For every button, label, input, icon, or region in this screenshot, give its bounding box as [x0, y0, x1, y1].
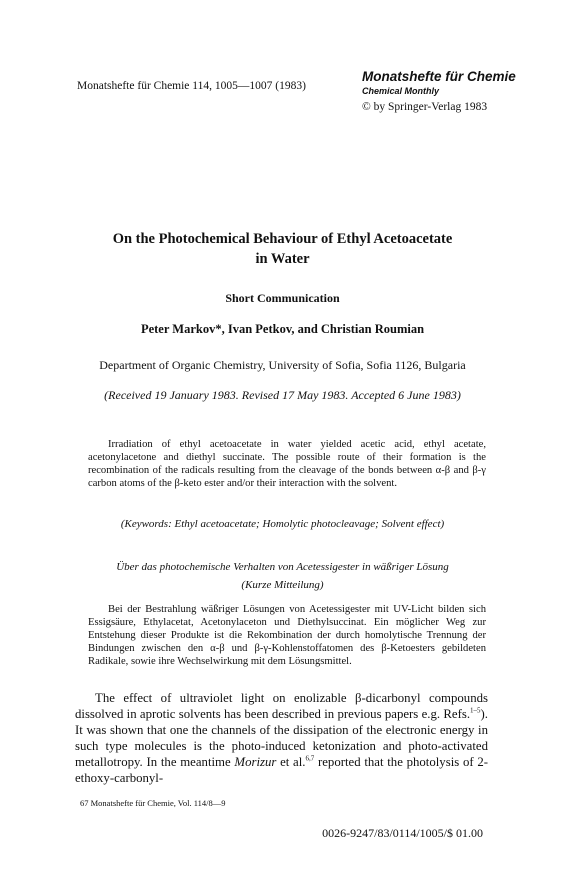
authors: Peter Markov*, Ivan Petkov, and Christian Roumian — [140, 322, 425, 336]
page-footnote: 67 Monatshefte für Chemie, Vol. 114/8—9 — [80, 798, 226, 808]
german-title — [0, 558, 565, 594]
german-title-line-1: Über das photochemische Verhalten von Acetessigester in wäßriger Lösung — [116, 561, 449, 573]
abstract-text: Irradiation of ethyl acetoacetate in water yielded acetic acid, ethyl acetate, acetonylacetone and diethyl succinate. The possible route of their formation is the recombination of the radicals resulting from the cleavage of the bonds between α-β and β-γ carbon atoms of the β-keto ester and/or their interaction with the solvent. — [88, 439, 486, 489]
cited-author: Morizur — [234, 755, 277, 769]
title-line-2: in Water — [255, 251, 310, 267]
body-text-a: The effect of ultraviolet light on enolizable β-dicarbonyl compounds dissolved in aprotic solvents has been described in previous papers e.g. Refs. — [75, 691, 488, 721]
brand-subtitle: Chemical Monthly — [362, 86, 440, 96]
copyright-notice: © by Springer-Verlag 1983 — [362, 101, 488, 113]
journal-citation: Monatshefte für Chemie 114, 1005—1007 (1983) — [77, 80, 306, 92]
german-abstract: Bei der Bestrahlung wäßriger Lösungen von Acetessigester mit UV-Licht bilden sich Essigsäure, Ethylacetat, Acetonylaceton und Diethylsuccinat. Ein möglicher Weg zur Entstehung dieser Produkte ist die Rekombination der durch homolytische Trennung der Bindungen zwischen den α-β und β-γ-Kohlenstoffatomen des β-Ketoesters gebildeten Radikale, sowie ihre Wechselwirkung mit dem Lösungsmittel. — [88, 604, 486, 667]
reference-superscript-1: 1–5 — [470, 706, 481, 715]
issn-code: 0026-9247/83/0114/1005/$ 01.00 — [322, 826, 483, 840]
german-title-line-2: (Kurze Mitteilung) — [241, 579, 324, 591]
journal-brand — [362, 70, 516, 114]
body-text-c: et al. — [276, 755, 306, 769]
keywords: (Keywords: Ethyl acetoacetate; Homolytic photocleavage; Solvent effect) — [120, 518, 445, 530]
body-paragraph — [75, 690, 488, 786]
received-dates: (Received 19 January 1983. Revised 17 May 1983. Accepted 6 June 1983) — [104, 388, 461, 402]
article-title — [40, 229, 525, 269]
title-line-1: On the Photochemical Behaviour of Ethyl Acetoacetate — [112, 231, 453, 247]
affiliation: Department of Organic Chemistry, University of Sofia, Sofia 1126, Bulgaria — [99, 358, 466, 372]
body-text-b: ). It was shown that one the channels of the dissipation of the electronic energy in such type molecules is the photo-induced ketonization and photo-activated metallotropy. In the meantime — [75, 707, 488, 769]
section-label: Short Communication — [225, 291, 340, 305]
brand-title: Monatshefte für Chemie — [362, 69, 516, 84]
reference-superscript-2: 6,7 — [305, 754, 315, 763]
body-text-d: reported that the photolysis of 2-ethoxy-carbonyl- — [75, 755, 488, 785]
